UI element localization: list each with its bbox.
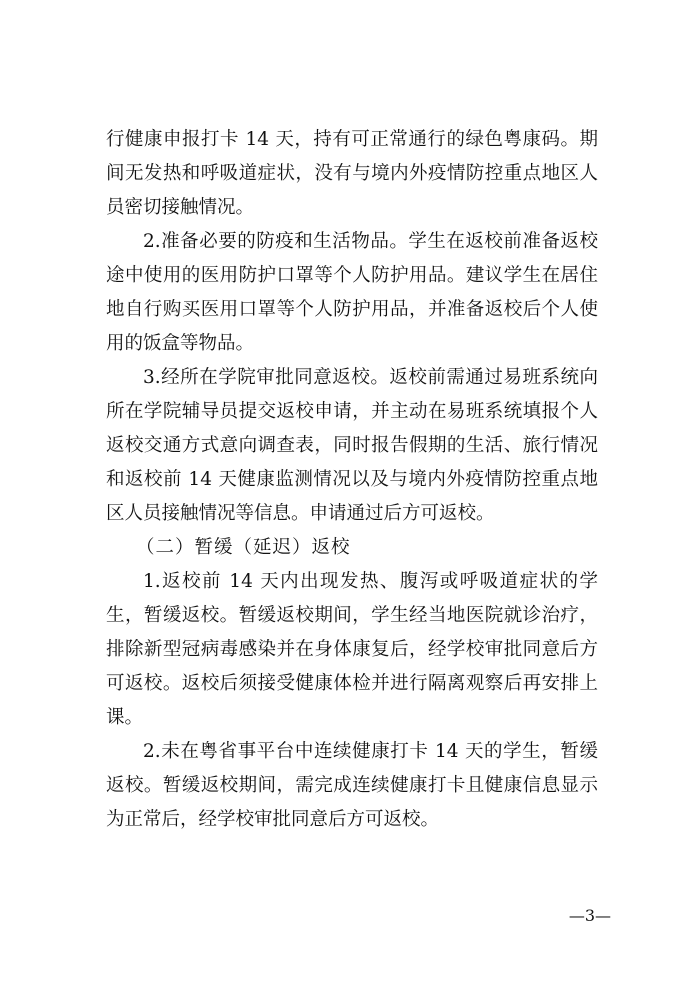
page-number: —3— — [568, 906, 611, 925]
paragraph-symptoms-postpone: 1.返校前 14 天内出现发热、腹泻或呼吸道症状的学生，暂缓返校。暂缓返校期间，学生经当地医院就诊治疗，排除新型冠病毒感染并在身体康复后，经学校审批同意后方可返校。返校后须接受健康体检并进行隔离观察后再安排上课。 — [106, 571, 598, 728]
paragraph-college-approval: 3.经所在学院审批同意返校。返校前需通过易班系统向所在学院辅导员提交返校申请，并主动在易班系统填报个人返校交通方式意向调查表，同时报告假期的生活、旅行情况和返校前 14 天健康监测情况以及与境内外疫情防控重点地区人员接触情况等信息。申请通过后方可返校。 — [106, 367, 598, 524]
paragraph-health-checkin-postpone: 2.未在粤省事平台中连续健康打卡 14 天的学生，暂缓返校。暂缓返校期间，需完成连续健康打卡且健康信息显示为正常后，经学校审批同意后方可返校。 — [106, 741, 598, 830]
paragraph-prepare-supplies: 2.准备必要的防疫和生活物品。学生在返校前准备返校途中使用的医用防护口罩等个人防护用品。建议学生在居住地自行购买医用口罩等个人防护用品，并准备返校后个人使用的饭盒等物品。 — [106, 231, 598, 354]
paragraph-continuation: 行健康申报打卡 14 天，持有可正常通行的绿色粤康码。期间无发热和呼吸道症状，没有与境内外疫情防控重点地区人员密切接触情况。 — [106, 129, 598, 218]
section-heading-postpone-return: （二）暂缓（延迟）返校 — [136, 537, 351, 558]
document-body — [106, 123, 598, 837]
